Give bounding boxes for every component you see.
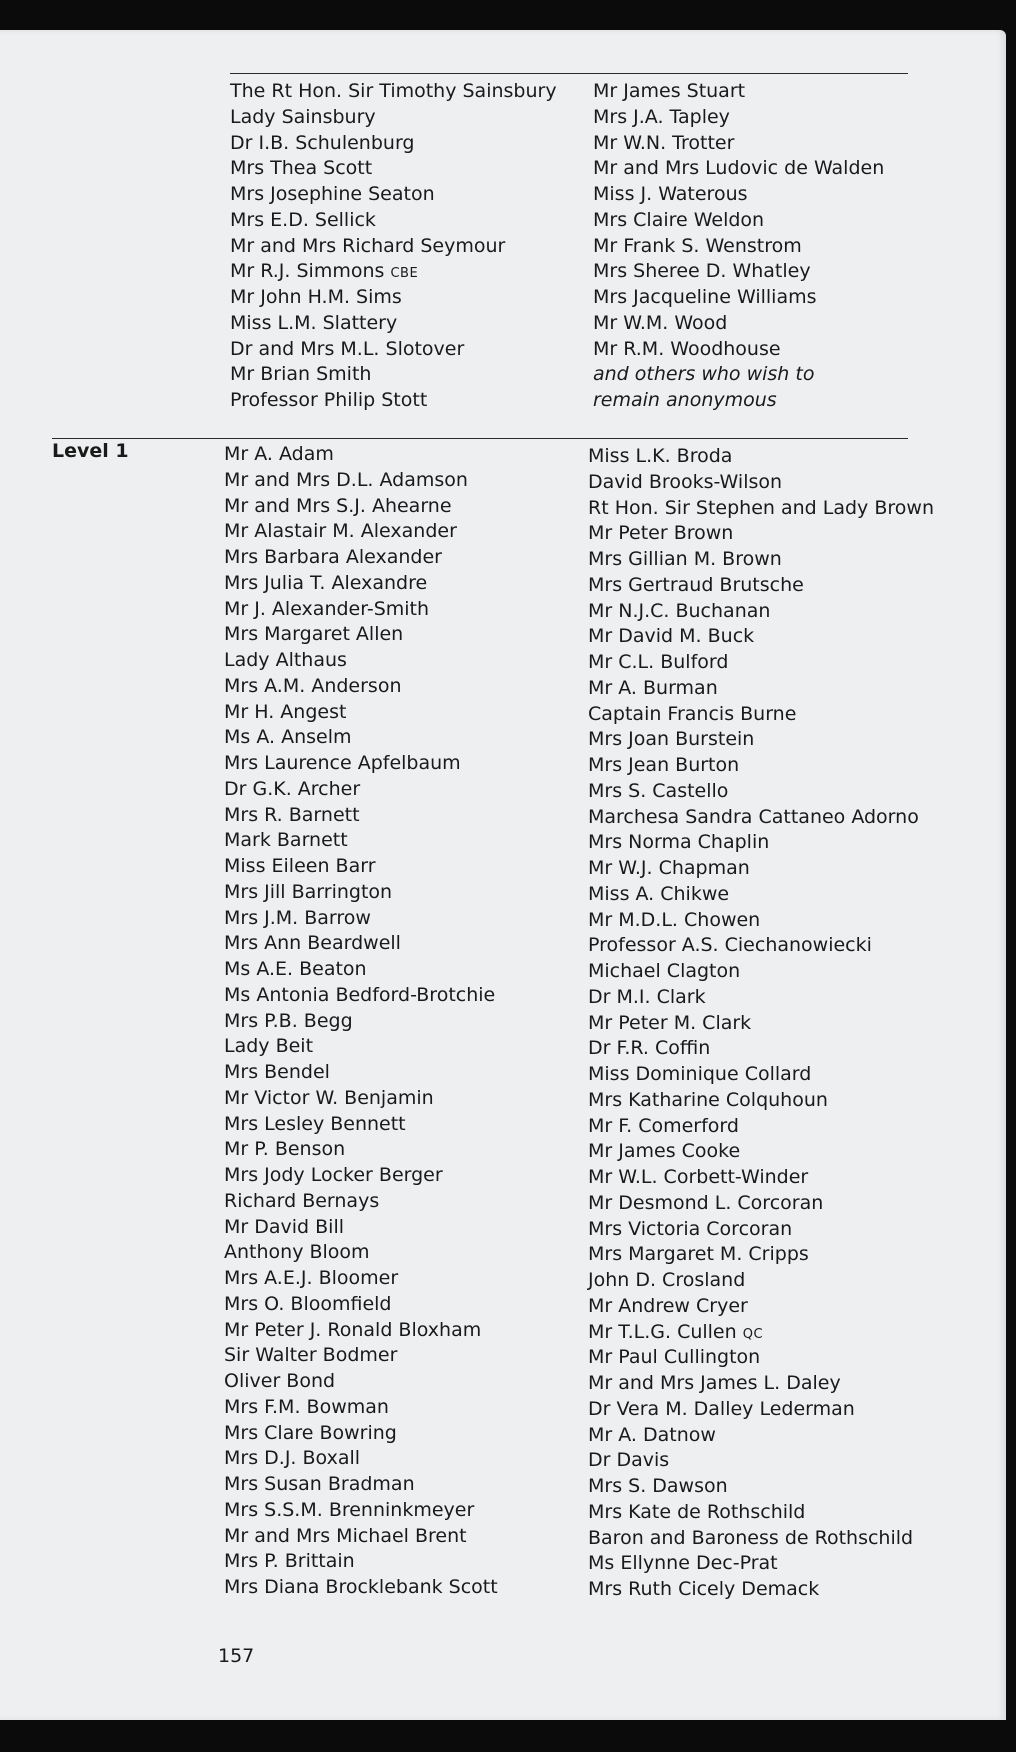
name-entry: Mrs A.E.J. Bloomer	[224, 1267, 399, 1289]
name-entry: Mrs Lesley Bennett	[224, 1112, 406, 1135]
name-entry: Mrs Bendel	[224, 1061, 330, 1083]
page-number: 157	[218, 1645, 255, 1667]
name-entry: Mr A. Burman	[588, 676, 718, 699]
name-entry: Mrs Susan Bradman	[224, 1473, 415, 1495]
name-entry: Miss Dominique Collard	[588, 1063, 812, 1085]
name-entry: David Brooks-Wilson	[588, 470, 783, 493]
name-entry: Miss L.M. Slattery	[230, 311, 398, 334]
name-entry: Dr I.B. Schulenburg	[230, 131, 415, 154]
name-entry: Mrs Josephine Seaton	[230, 183, 435, 205]
name-entry: Mrs Diana Brocklebank Scott	[224, 1576, 498, 1598]
name-entry: Miss A. Chikwe	[588, 882, 730, 905]
level-heading: Level 1	[52, 440, 129, 462]
name-entry: Oliver Bond	[224, 1370, 336, 1392]
name-entry: Mrs Ann Beardwell	[224, 932, 401, 955]
name-entry: Mr W.N. Trotter	[593, 131, 735, 154]
name-entry: Mrs Jill Barrington	[224, 880, 393, 903]
name-entry: Mr Peter Brown	[588, 522, 734, 545]
name-entry: Marchesa Sandra Cattaneo Adorno	[588, 805, 919, 828]
name-entry: Mrs Joan Burstein	[588, 728, 755, 751]
name-entry: Mr N.J.C. Buchanan	[588, 599, 771, 622]
honour-qc: QC	[742, 1326, 764, 1342]
name-entry: Mr R.M. Woodhouse	[593, 337, 781, 360]
name-entry: John D. Crosland	[588, 1269, 746, 1291]
name-entry: Mr A. Adam	[224, 443, 334, 465]
name-entry: Mr David M. Buck	[588, 625, 755, 648]
name-entry: Mrs E.D. Sellick	[230, 208, 376, 231]
name-entry: Mr and Mrs S.J. Ahearne	[224, 494, 452, 517]
name-entry: Sir Walter Bodmer	[224, 1344, 398, 1367]
name-entry: Mr John H.M. Sims	[230, 286, 402, 308]
name-entry: Mr David Bill	[224, 1215, 345, 1238]
anonymous-note: and others who wish to	[593, 363, 815, 386]
name-entry: Mrs A.M. Anderson	[224, 674, 402, 697]
name-entry: Anthony Bloom	[224, 1241, 370, 1264]
name-entry: Mrs O. Bloomfield	[224, 1292, 392, 1315]
name-entry: Miss Eileen Barr	[224, 855, 376, 877]
name-entry: Miss J. Waterous	[593, 183, 748, 205]
top-rule	[230, 73, 908, 74]
name-entry: Ms Antonia Bedford-Brotchie	[224, 983, 496, 1006]
name-entry: Mrs Jacqueline Williams	[593, 286, 817, 308]
name-entry: Professor A.S. Ciechanowiecki	[588, 934, 872, 957]
top-left-column	[230, 79, 557, 414]
name-entry: Mr Desmond L. Corcoran	[588, 1191, 824, 1214]
name-entry: Mr M.D.L. Chowen	[588, 908, 761, 931]
name-entry: Miss L.K. Broda	[588, 445, 733, 467]
name-entry: Dr and Mrs M.L. Slotover	[230, 337, 465, 360]
name-entry: Dr F.R. Coffin	[588, 1037, 711, 1060]
name-entry: Lady Althaus	[224, 649, 347, 671]
name-entry: Mrs Jody Locker Berger	[224, 1164, 443, 1186]
name-entry: Mrs F.M. Bowman	[224, 1395, 389, 1418]
name-entry	[230, 259, 557, 285]
name-entry: Mr Paul Cullington	[588, 1346, 761, 1369]
name-entry	[588, 1320, 934, 1346]
name-entry: Dr Davis	[588, 1449, 670, 1472]
name-entry: Professor Philip Stott	[230, 389, 428, 411]
name-entry: Mrs Clare Bowring	[224, 1421, 397, 1444]
name-entry: Mrs Gertraud Brutsche	[588, 573, 804, 596]
name-entry: Mrs Claire Weldon	[593, 208, 765, 231]
name-entry: Captain Francis Burne	[588, 702, 797, 725]
name-entry: Mrs S. Castello	[588, 779, 729, 802]
name-entry: Mrs Laurence Apfelbaum	[224, 752, 461, 774]
name-entry: Michael Clagton	[588, 960, 741, 982]
name-entry: Mr H. Angest	[224, 700, 347, 723]
name-entry: Mrs Jean Burton	[588, 754, 740, 776]
name-entry: Mr Victor W. Benjamin	[224, 1086, 434, 1109]
name-entry: Mr A. Datnow	[588, 1423, 716, 1446]
name-entry: Ms A.E. Beaton	[224, 958, 367, 980]
name-entry: Mr Alastair M. Alexander	[224, 520, 457, 543]
anonymous-note: remain anonymous	[593, 389, 777, 411]
name-entry: Dr M.I. Clark	[588, 985, 706, 1008]
name-entry: Mrs Margaret M. Cripps	[588, 1243, 809, 1266]
name-entry: Mr W.L. Corbett-Winder	[588, 1166, 809, 1188]
name-entry: Mrs J.A. Tapley	[593, 105, 730, 128]
name-entry: Mrs S. Dawson	[588, 1475, 728, 1497]
name-entry: Mrs Katharine Colquhoun	[588, 1088, 828, 1111]
name-entry: Mr J. Alexander-Smith	[224, 597, 430, 620]
section-rule	[52, 438, 908, 439]
name-entry: Ms Ellynne Dec-Prat	[588, 1552, 778, 1575]
name-entry: Mr Peter J. Ronald Bloxham	[224, 1318, 482, 1341]
name-entry: The Rt Hon. Sir Timothy Sainsbury	[230, 80, 557, 102]
name-entry: Richard Bernays	[224, 1189, 380, 1212]
name-entry: Mr Brian Smith	[230, 363, 372, 386]
level1-left-column	[224, 442, 498, 1601]
name-entry: Mrs J.M. Barrow	[224, 906, 371, 929]
name-entry: Mrs Sheree D. Whatley	[593, 260, 811, 283]
name-entry: Mrs D.J. Boxall	[224, 1447, 361, 1470]
name-text: Mr T.L.G. Cullen	[588, 1320, 737, 1343]
name-entry: Mr James Stuart	[593, 80, 746, 102]
name-entry: Mrs Victoria Corcoran	[588, 1217, 793, 1240]
name-entry: Mrs Julia T. Alexandre	[224, 571, 428, 594]
name-entry: Mrs Kate de Rothschild	[588, 1500, 806, 1523]
name-entry: Mrs R. Barnett	[224, 803, 360, 826]
name-entry: Mr and Mrs D.L. Adamson	[224, 468, 468, 491]
name-entry: Ms A. Anselm	[224, 726, 352, 749]
name-entry: Mr James Cooke	[588, 1140, 741, 1163]
name-text: Mr R.J. Simmons	[230, 260, 385, 283]
name-entry: Mr and Mrs Richard Seymour	[230, 234, 506, 257]
name-entry: Mr C.L. Bulford	[588, 651, 729, 673]
top-right-column	[593, 79, 884, 414]
name-entry: Mr P. Benson	[224, 1138, 346, 1161]
name-entry: Mrs S.S.M. Brenninkmeyer	[224, 1498, 475, 1521]
name-entry: Mrs Norma Chaplin	[588, 831, 770, 854]
name-entry: Mrs Gillian M. Brown	[588, 548, 782, 570]
name-entry: Mr W.J. Chapman	[588, 857, 750, 879]
honour-cbe: CBE	[390, 266, 419, 282]
name-entry: Mr and Mrs Ludovic de Walden	[593, 157, 885, 180]
name-entry: Baron and Baroness de Rothschild	[588, 1526, 914, 1549]
name-entry: Mr W.M. Wood	[593, 311, 728, 334]
name-entry: Mr and Mrs James L. Daley	[588, 1372, 841, 1394]
name-entry: Dr Vera M. Dalley Lederman	[588, 1397, 855, 1420]
name-entry: Mrs Margaret Allen	[224, 623, 404, 646]
name-entry: Mr Peter M. Clark	[588, 1011, 752, 1034]
name-entry: Mrs P. Brittain	[224, 1550, 355, 1573]
name-entry: Lady Sainsbury	[230, 105, 376, 128]
name-entry: Mark Barnett	[224, 829, 348, 852]
name-entry: Mr and Mrs Michael Brent	[224, 1524, 467, 1547]
name-entry: Rt Hon. Sir Stephen and Lady Brown	[588, 496, 934, 519]
name-entry: Mrs P.B. Begg	[224, 1009, 353, 1032]
name-entry: Mr Andrew Cryer	[588, 1294, 748, 1317]
name-entry: Mr Frank S. Wenstrom	[593, 234, 802, 257]
name-entry: Lady Beit	[224, 1035, 314, 1058]
name-entry: Mrs Barbara Alexander	[224, 546, 442, 568]
name-entry: Dr G.K. Archer	[224, 777, 361, 800]
name-entry: Mrs Thea Scott	[230, 157, 373, 180]
name-entry: Mrs Ruth Cicely Demack	[588, 1578, 820, 1600]
name-entry: Mr F. Comerford	[588, 1114, 739, 1137]
level1-right-column	[588, 444, 934, 1603]
